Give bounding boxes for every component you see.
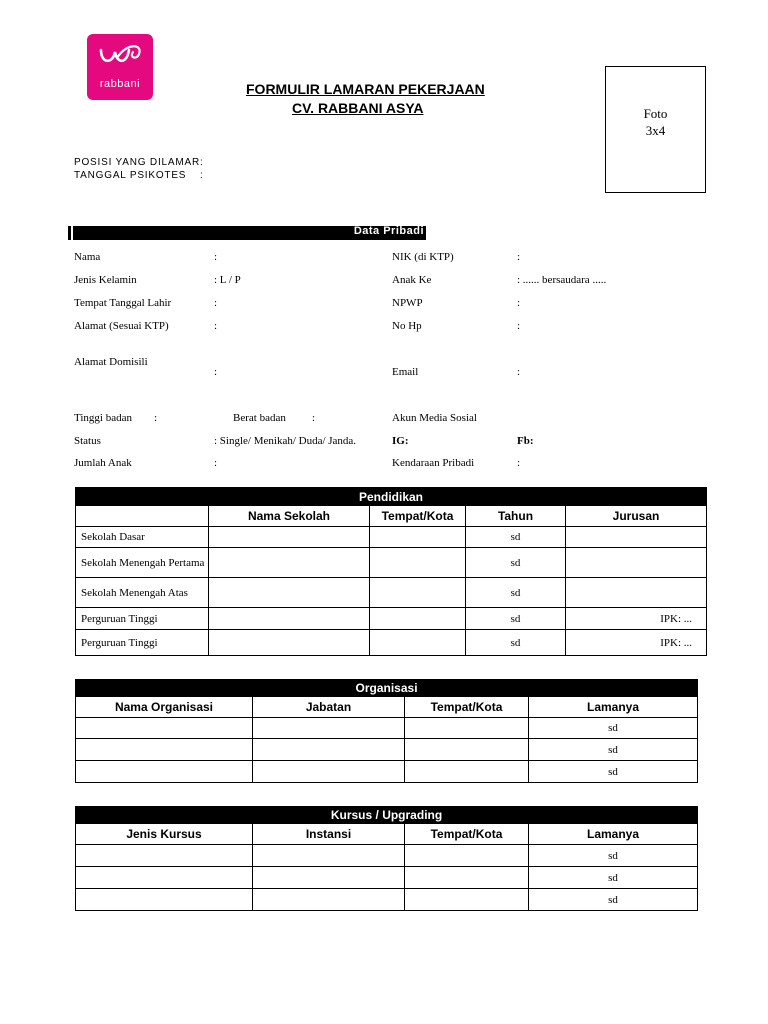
- education-level: Sekolah Menengah Atas: [76, 578, 209, 608]
- course-city-cell[interactable]: [405, 889, 529, 911]
- table-row: [76, 578, 707, 608]
- nama-label: Nama: [74, 251, 101, 263]
- course-type-cell[interactable]: [76, 845, 253, 867]
- table-row: [76, 718, 698, 739]
- courses-title: Kursus / Upgrading: [76, 807, 698, 824]
- organization-title: Organisasi: [76, 680, 698, 697]
- education-school-cell[interactable]: [209, 527, 370, 548]
- form-title: FORMULIR LAMARAN PEKERJAAN: [246, 81, 485, 97]
- table-row: [76, 739, 698, 761]
- education-level: Sekolah Dasar: [76, 527, 209, 548]
- ig-label[interactable]: IG:: [392, 435, 409, 447]
- education-year-cell[interactable]: sd: [466, 608, 566, 630]
- rabbani-logo: [87, 34, 153, 100]
- organization-name-cell[interactable]: [76, 718, 253, 739]
- courses-title-row: [76, 807, 698, 824]
- education-city-cell[interactable]: [370, 578, 466, 608]
- education-major-cell[interactable]: IPK: ...: [566, 630, 707, 656]
- nama-value[interactable]: :: [214, 251, 218, 263]
- photo-label: [606, 105, 705, 139]
- education-year-cell[interactable]: sd: [466, 548, 566, 578]
- education-header-row: [76, 506, 707, 527]
- kendaraan-value[interactable]: :: [517, 457, 521, 469]
- psikotes-label: TANGGAL PSIKOTES: [74, 170, 187, 181]
- berat-badan-label: Berat badan: [233, 412, 286, 424]
- organization-city-cell[interactable]: [405, 761, 529, 783]
- organization-header-nama: Nama Organisasi: [76, 697, 253, 718]
- status-value[interactable]: : Single/ Menikah/ Duda/ Janda.: [214, 435, 357, 447]
- email-label: Email: [392, 366, 419, 378]
- organization-title-row: [76, 680, 698, 697]
- education-header-level: [76, 506, 209, 527]
- course-institution-cell[interactable]: [253, 889, 405, 911]
- education-header-tempat: Tempat/Kota: [370, 506, 466, 527]
- education-title-row: [76, 488, 707, 506]
- photo-label-line2: 3x4: [645, 123, 666, 138]
- ttl-value[interactable]: :: [214, 297, 218, 309]
- jenis-kelamin-value[interactable]: : L / P: [214, 274, 241, 286]
- education-level: Perguruan Tinggi: [76, 630, 209, 656]
- logo-text: rabbani: [99, 78, 141, 90]
- course-city-cell[interactable]: [405, 867, 529, 889]
- psikotes-sep: :: [200, 170, 204, 181]
- education-table: [75, 487, 707, 656]
- course-duration-cell[interactable]: sd: [529, 845, 698, 867]
- ttl-label: Tempat Tanggal Lahir: [74, 297, 172, 309]
- organization-header-row: [76, 697, 698, 718]
- table-row: [76, 548, 707, 578]
- courses-header-tempat: Tempat/Kota: [405, 824, 529, 845]
- course-type-cell[interactable]: [76, 867, 253, 889]
- organization-header-lamanya: Lamanya: [529, 697, 698, 718]
- education-city-cell[interactable]: [370, 630, 466, 656]
- tinggi-badan-label: Tinggi badan: [74, 412, 132, 424]
- table-row: [76, 527, 707, 548]
- organization-duration-cell[interactable]: sd: [529, 739, 698, 761]
- table-row: [76, 761, 698, 783]
- organization-city-cell[interactable]: [405, 739, 529, 761]
- organization-header-jabatan: Jabatan: [253, 697, 405, 718]
- education-level: Sekolah Menengah Pertama: [76, 548, 209, 578]
- anak-ke-label: Anak Ke: [392, 274, 432, 286]
- organization-header-tempat: Tempat/Kota: [405, 697, 529, 718]
- education-school-cell[interactable]: [209, 608, 370, 630]
- fb-label[interactable]: Fb:: [517, 435, 534, 447]
- photo-label-line1: Foto: [643, 106, 668, 121]
- data-pribadi-title: Data Pribadi: [353, 225, 424, 237]
- email-value[interactable]: :: [517, 366, 521, 378]
- organization-duration-cell[interactable]: sd: [529, 718, 698, 739]
- education-level: Perguruan Tinggi: [76, 608, 209, 630]
- npwp-value[interactable]: :: [517, 297, 521, 309]
- organization-position-cell[interactable]: [253, 718, 405, 739]
- course-city-cell[interactable]: [405, 845, 529, 867]
- table-row: [76, 845, 698, 867]
- tinggi-badan-sep[interactable]: :: [154, 412, 158, 424]
- education-title: Pendidikan: [76, 488, 707, 506]
- education-year-cell[interactable]: sd: [466, 527, 566, 548]
- courses-header-lamanya: Lamanya: [529, 824, 698, 845]
- education-major-cell[interactable]: [566, 548, 707, 578]
- organization-name-cell[interactable]: [76, 761, 253, 783]
- organization-table: [75, 679, 698, 783]
- status-label: Status: [74, 435, 101, 447]
- photo-box: [605, 66, 706, 193]
- organization-position-cell[interactable]: [253, 739, 405, 761]
- education-header-tahun: Tahun: [466, 506, 566, 527]
- jumlah-anak-value[interactable]: :: [214, 457, 218, 469]
- organization-duration-cell[interactable]: sd: [529, 761, 698, 783]
- organization-position-cell[interactable]: [253, 761, 405, 783]
- course-institution-cell[interactable]: [253, 867, 405, 889]
- course-type-cell[interactable]: [76, 889, 253, 911]
- education-city-cell[interactable]: [370, 608, 466, 630]
- table-row: [76, 630, 707, 656]
- courses-header-instansi: Instansi: [253, 824, 405, 845]
- table-row: [76, 889, 698, 911]
- education-header-jurusan: Jurusan: [566, 506, 707, 527]
- table-row: [76, 608, 707, 630]
- nik-value[interactable]: :: [517, 251, 521, 263]
- organization-city-cell[interactable]: [405, 718, 529, 739]
- alamat-domisili-label: Alamat Domisili: [74, 356, 148, 368]
- education-header-nama-sekolah: Nama Sekolah: [209, 506, 370, 527]
- npwp-label: NPWP: [392, 297, 423, 309]
- course-institution-cell[interactable]: [253, 845, 405, 867]
- education-year-cell[interactable]: sd: [466, 578, 566, 608]
- education-school-cell[interactable]: [209, 578, 370, 608]
- education-major-cell[interactable]: [566, 578, 707, 608]
- alamat-ktp-label: Alamat (Sesuai KTP): [74, 320, 169, 332]
- posisi-label: POSISI YANG DILAMAR: [74, 157, 200, 168]
- no-hp-value[interactable]: :: [517, 320, 521, 332]
- posisi-sep: :: [200, 157, 204, 168]
- education-major-cell[interactable]: [566, 527, 707, 548]
- organization-name-cell[interactable]: [76, 739, 253, 761]
- company-name: CV. RABBANI ASYA: [292, 100, 424, 116]
- alamat-domisili-value[interactable]: :: [214, 366, 218, 378]
- education-major-cell[interactable]: IPK: ...: [566, 608, 707, 630]
- kendaraan-label: Kendaraan Pribadi: [392, 457, 475, 469]
- education-school-cell[interactable]: [209, 548, 370, 578]
- data-pribadi-marker: [68, 226, 73, 240]
- berat-badan-sep[interactable]: :: [312, 412, 316, 424]
- media-sosial-label: Akun Media Sosial: [392, 412, 477, 424]
- jumlah-anak-label: Jumlah Anak: [74, 457, 132, 469]
- education-city-cell[interactable]: [370, 548, 466, 578]
- table-row: [76, 867, 698, 889]
- courses-header-row: [76, 824, 698, 845]
- education-city-cell[interactable]: [370, 527, 466, 548]
- anak-ke-value[interactable]: : ...... bersaudara .....: [517, 274, 607, 286]
- course-duration-cell[interactable]: sd: [529, 867, 698, 889]
- nik-label: NIK (di KTP): [392, 251, 454, 263]
- alamat-ktp-value[interactable]: :: [214, 320, 218, 332]
- courses-table: [75, 806, 698, 911]
- jenis-kelamin-label: Jenis Kelamin: [74, 274, 137, 286]
- education-year-cell[interactable]: sd: [466, 630, 566, 656]
- no-hp-label: No Hp: [392, 320, 422, 332]
- course-duration-cell[interactable]: sd: [529, 889, 698, 911]
- education-school-cell[interactable]: [209, 630, 370, 656]
- courses-header-jenis: Jenis Kursus: [76, 824, 253, 845]
- rabbani-logo-mark-icon: [87, 34, 153, 78]
